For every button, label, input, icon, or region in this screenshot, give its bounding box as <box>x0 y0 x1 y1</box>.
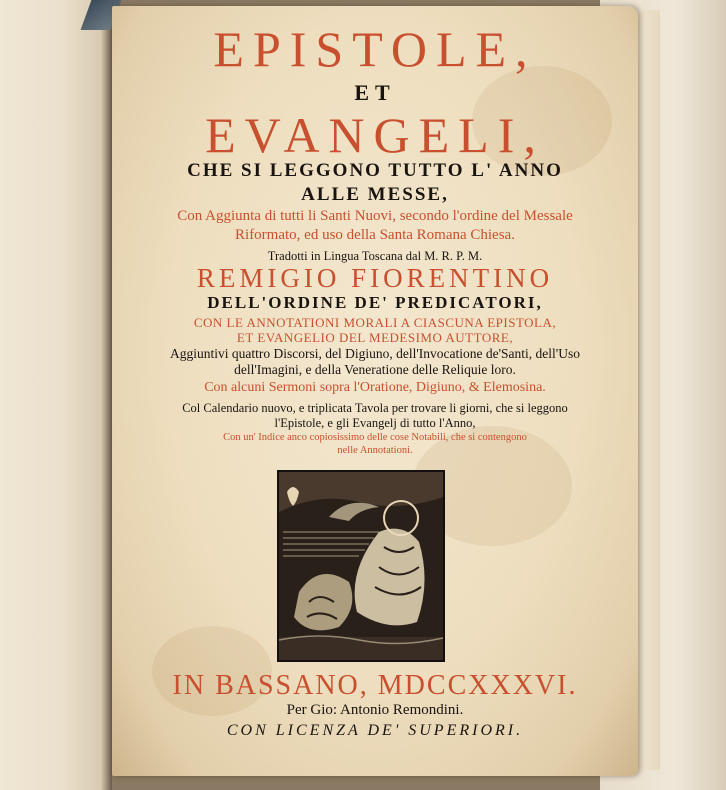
subtitle-line: ALLE MESSE, <box>301 184 449 205</box>
addition-line: Con Aggiunta di tutti li Santi Nuovi, secondo l'ordine del Messale <box>177 208 573 224</box>
title-et: ET <box>354 80 396 105</box>
discourses-line: dell'Imagini, e della Veneratione delle Reliquie loro. <box>234 362 516 377</box>
title-evangeli: EVANGELI, <box>205 107 545 163</box>
title-epistole: EPISTOLE, <box>213 21 537 77</box>
annotations-line: CON LE ANNOTATIONI MORALI A CIASCUNA EPISTOLA, <box>193 315 557 330</box>
sermons-line: Con alcuni Sermoni sopra l'Oratione, Digiuno, & Elemosina. <box>204 380 546 395</box>
author-name: REMIGIO FIORENTINO <box>196 263 554 293</box>
author-order: DELL'ORDINE DE' PREDICATORI, <box>207 293 543 312</box>
discourses-line: Aggiuntivi quattro Discorsi, del Digiuno, dell'Invocatione de'Santi, dell'Uso <box>170 346 580 361</box>
index-line: Con un' Indice anco copiosissimo delle cose Notabili, che si contengono <box>223 432 527 443</box>
imprint-license: CON LICENZA DE' SUPERIORI. <box>226 722 524 739</box>
calendar-line: l'Epistole, e gli Evangelj di tutto l'Anno, <box>274 416 476 430</box>
subtitle-line: CHE SI LEGGONO TUTTO L' ANNO <box>187 160 563 181</box>
translator-line: Tradotti in Lingua Toscana dal M. R. P. M. <box>267 249 483 263</box>
imprint-printer: Per Gio: Antonio Remondini. <box>286 702 464 718</box>
index-line: nelle Annotationi. <box>337 445 413 456</box>
addition-line: Riformato, ed uso della Santa Romana Chiesa. <box>235 227 515 243</box>
woodcut-illustration <box>277 470 445 662</box>
imprint-place-date: IN BASSANO, MDCCXXXVI. <box>172 670 578 701</box>
left-book-leaf <box>0 0 112 790</box>
page-edge-stack <box>636 10 660 770</box>
annotations-line: ET EVANGELIO DEL MEDESIMO AUTTORE, <box>236 330 514 345</box>
saint-with-eagle-woodcut <box>279 472 443 660</box>
calendar-line: Col Calendario nuovo, e triplicata Tavola per trovare li giorni, che si leggono <box>182 401 568 415</box>
